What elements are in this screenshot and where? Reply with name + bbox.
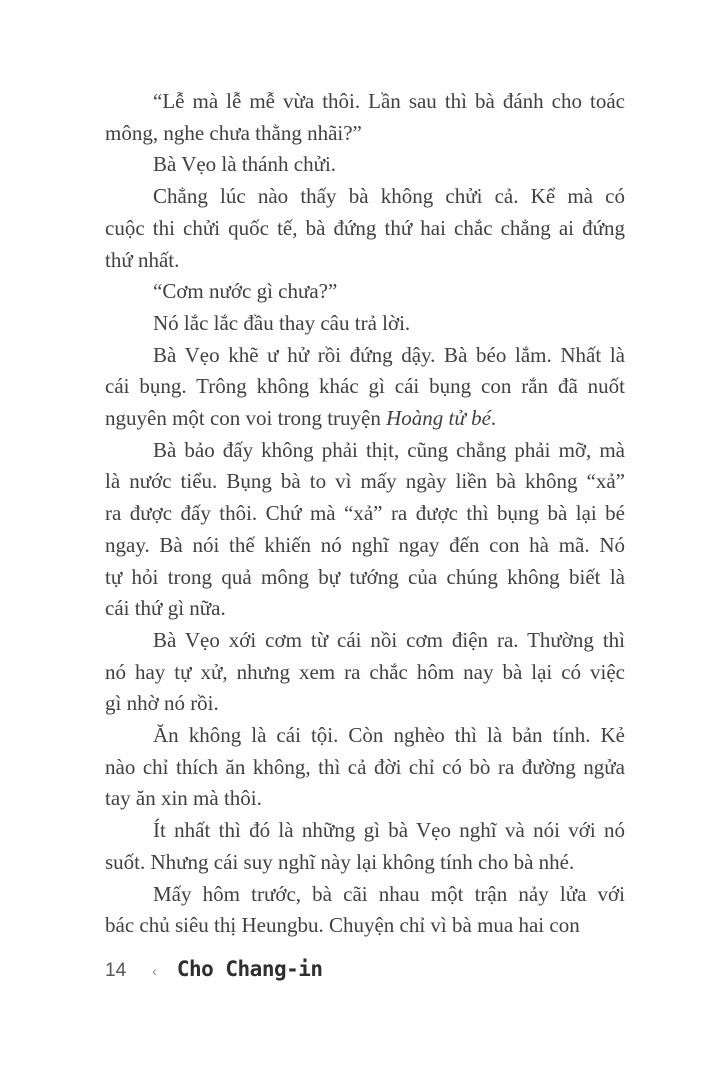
paragraph [105, 340, 625, 435]
paragraph [105, 435, 625, 625]
text-line: tay ăn xin mà thôi. [105, 786, 262, 811]
paragraph [105, 879, 625, 942]
paragraph [105, 276, 625, 308]
text-line: Bà Vẹo khẽ ư hử rồi đứng dậy. Bà béo lắm. Nhất là [153, 342, 625, 367]
text-line [105, 403, 625, 435]
text-line: mông, nghe chưa thằng nhãi?” [105, 120, 362, 145]
paragraph [105, 149, 625, 181]
text-line: nào chỉ thích ăn không, thì cả đời chỉ có bò ra đường ngửa [105, 754, 625, 779]
text-segment: nguyên một con voi trong truyện [105, 406, 387, 431]
text-line: Ăn không là cái tội. Còn nghèo thì là bản tính. Kẻ [153, 723, 625, 748]
text-line: Nó lắc lắc đầu thay câu trả lời. [153, 310, 411, 335]
text-line: Bà bảo đấy không phải thịt, cũng chẳng phải mỡ, mà [153, 437, 625, 462]
text-line: Ít nhất thì đó là những gì bà Vẹo nghĩ và nói với nó [153, 818, 625, 843]
text-line: thứ nhất. [105, 247, 180, 272]
paragraph [105, 625, 625, 720]
text-line: là nước tiểu. Bụng bà to vì mấy ngày liền bà không “xả” [105, 469, 625, 494]
body-text-block [105, 86, 625, 942]
text-line: tự hỏi trong quả mông bự tướng của chúng không biết là [105, 564, 625, 589]
paragraph [105, 720, 625, 815]
text-line: suốt. Nhưng cái suy nghĩ này lại không tính cho bà nhé. [105, 849, 575, 874]
paragraph [105, 815, 625, 878]
text-line: Bà Vẹo là thánh chửi. [153, 152, 337, 177]
page-number: 14 [105, 960, 127, 981]
paragraph [105, 86, 625, 149]
text-line: cuộc thi chửi quốc tế, bà đứng thứ hai chắc chẳng ai đứng [105, 215, 625, 240]
text-line: “Lễ mà lễ mễ vừa thôi. Lần sau thì bà đánh cho toác [153, 89, 625, 113]
chevron-left-icon: ‹ [152, 963, 157, 979]
text-line: ra được đấy thôi. Chứ mà “xả” ra được thì bụng bà lại bé [105, 501, 625, 526]
text-line: Bà Vẹo xới cơm từ cái nồi cơm điện ra. Thường thì [153, 627, 625, 652]
text-line: Mấy hôm trước, bà cãi nhau một trận nảy lửa với [153, 881, 625, 906]
author-name: Cho Chang-in [176, 957, 323, 981]
text-line: cái thứ gì nữa. [105, 596, 226, 621]
text-line: bác chủ siêu thị Heungbu. Chuyện chỉ vì bà mua hai con [105, 913, 580, 938]
text-line: ngay. Bà nói thế khiến nó nghĩ ngay đến con hà mã. Nó [105, 532, 625, 557]
italic-book-title: Hoàng tử bé [386, 406, 491, 431]
page-footer [105, 957, 323, 982]
text-line: Chẳng lúc nào thấy bà không chửi cả. Kể mà có [153, 184, 625, 209]
text-line: cái bụng. Trông không khác gì cái bụng con rắn đã nuốt [105, 374, 625, 399]
text-line: gì nhờ nó rồi. [105, 691, 219, 716]
text-segment: . [490, 406, 497, 431]
text-line: nó hay tự xử, nhưng xem ra chắc hôm nay bà lại có việc [105, 659, 625, 684]
paragraph [105, 181, 625, 276]
paragraph [105, 308, 625, 340]
text-line: “Cơm nước gì chưa?” [153, 279, 338, 304]
